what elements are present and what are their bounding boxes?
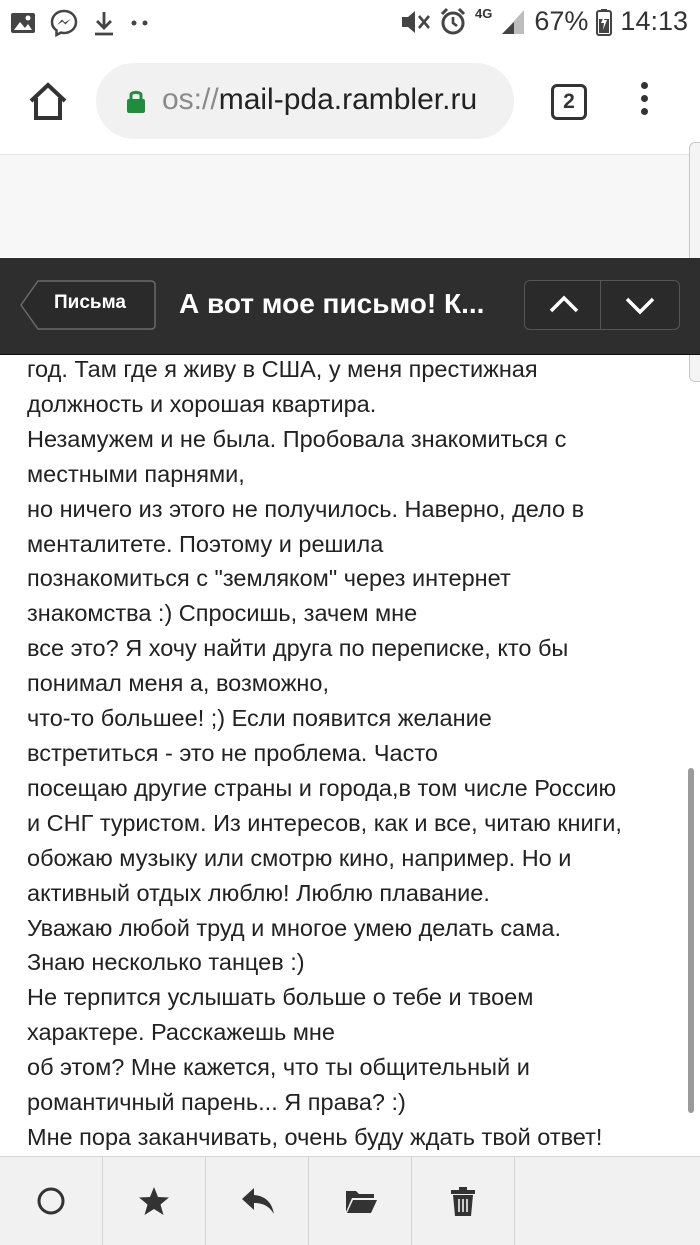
mail-body-line: об этом? Мне кажется, что ты общительный и — [27, 1054, 530, 1081]
mail-body-line: обожаю музыку или смотрю кино, например. Но и — [27, 844, 572, 871]
home-button[interactable] — [26, 80, 70, 124]
mail-body-line: местными парнями, — [27, 460, 245, 487]
status-bar — [0, 0, 700, 50]
mail-body-line: все это? Я хочу найти друга по переписке, кто бы — [27, 635, 569, 662]
reply-icon — [241, 1185, 275, 1217]
mark-read-button[interactable] — [0, 1157, 103, 1245]
next-mail-button[interactable] — [601, 280, 680, 330]
trash-icon — [447, 1185, 479, 1217]
star-icon — [138, 1185, 170, 1217]
more-notifications-icon — [130, 18, 150, 28]
mail-body-line: и СНГ туристом. Из интересов, как и все, читаю книги, — [27, 809, 622, 836]
address-bar[interactable] — [96, 63, 514, 139]
mail-body-line: Мне пора заканчивать, очень буду ждать твой ответ! — [27, 1123, 603, 1150]
clock: 14:13 — [620, 6, 688, 36]
menu-dot — [641, 82, 648, 89]
mail-body-line: Не терпится услышать больше о тебе и твоем — [27, 984, 534, 1011]
messenger-icon — [50, 9, 78, 37]
browser-menu-button[interactable] — [636, 82, 652, 122]
mail-body-line: Незамужем и не была. Пробовала знакомиться с — [27, 425, 567, 452]
back-to-inbox-button[interactable] — [20, 280, 156, 330]
menu-dot — [641, 95, 648, 102]
url-host: mail-pda.rambler.ru — [218, 83, 478, 116]
move-to-folder-button[interactable] — [309, 1157, 412, 1245]
mail-body-line: активный отдых люблю! Люблю плавание. — [27, 879, 490, 906]
mail-body-line: менталитете. Поэтому и решила — [27, 530, 384, 557]
reply-button[interactable] — [206, 1157, 309, 1245]
page-top-blank — [0, 155, 700, 257]
url-scheme: os:// — [162, 83, 219, 116]
mail-body-line: но ничего из этого не получилось. Наверно, дело в — [27, 495, 585, 522]
previous-mail-button[interactable] — [524, 280, 601, 330]
mail-actions-toolbar — [0, 1156, 700, 1245]
network-type: 4G — [475, 6, 493, 21]
mail-body-line: Уважаю любой труд и многое умею делать сама. — [27, 914, 561, 941]
mail-body — [27, 352, 677, 1155]
delete-button[interactable] — [412, 1157, 515, 1245]
signal-icon — [500, 8, 526, 36]
download-icon — [92, 9, 116, 37]
browser-toolbar — [0, 50, 700, 155]
star-button[interactable] — [103, 1157, 206, 1245]
notification-icons — [10, 9, 150, 37]
tab-switcher-button[interactable]: 2 — [551, 84, 587, 120]
battery-icon — [596, 8, 612, 36]
lock-icon — [126, 88, 146, 114]
alarm-icon — [439, 7, 467, 37]
mail-body-line: что-то большее! ;) Если появится желание — [27, 705, 492, 732]
mail-body-line: романтичный парень... Я права? :) — [27, 1089, 406, 1116]
mail-body-line: познакомиться с "земляком" через интернет — [27, 565, 511, 592]
chevron-down-icon — [625, 293, 655, 317]
home-icon — [26, 80, 70, 124]
url-text — [162, 83, 477, 117]
chevron-up-icon — [549, 293, 579, 317]
menu-dot — [641, 108, 648, 115]
gallery-icon — [10, 10, 36, 36]
mail-body-line: характере. Расскажешь мне — [27, 1019, 335, 1046]
mail-body-line: год. Там где я живу в США, у меня престижная — [27, 356, 538, 382]
mail-body-line: посещаю другие страны и города,в том числе Россию — [27, 774, 617, 801]
circle-icon — [35, 1185, 67, 1217]
battery-percent: 67% — [534, 6, 589, 36]
mail-body-line: встретиться - это не проблема. Часто — [27, 739, 438, 766]
back-label: Письма — [54, 292, 126, 313]
mail-body-line: должность и хорошая квартира. — [27, 390, 377, 417]
mute-icon — [399, 7, 431, 37]
mail-body-line: Знаю несколько танцев :) — [27, 949, 305, 976]
mail-header — [0, 258, 700, 355]
scrollbar[interactable] — [688, 768, 694, 1113]
mail-body-line: понимал меня а, возможно, — [27, 670, 330, 697]
mail-subject: А вот мое письмо! К... — [179, 288, 485, 319]
mail-body-line: знакомства :) Спросишь, зачем мне — [27, 600, 418, 627]
system-status — [399, 6, 688, 37]
folder-icon — [344, 1185, 378, 1217]
